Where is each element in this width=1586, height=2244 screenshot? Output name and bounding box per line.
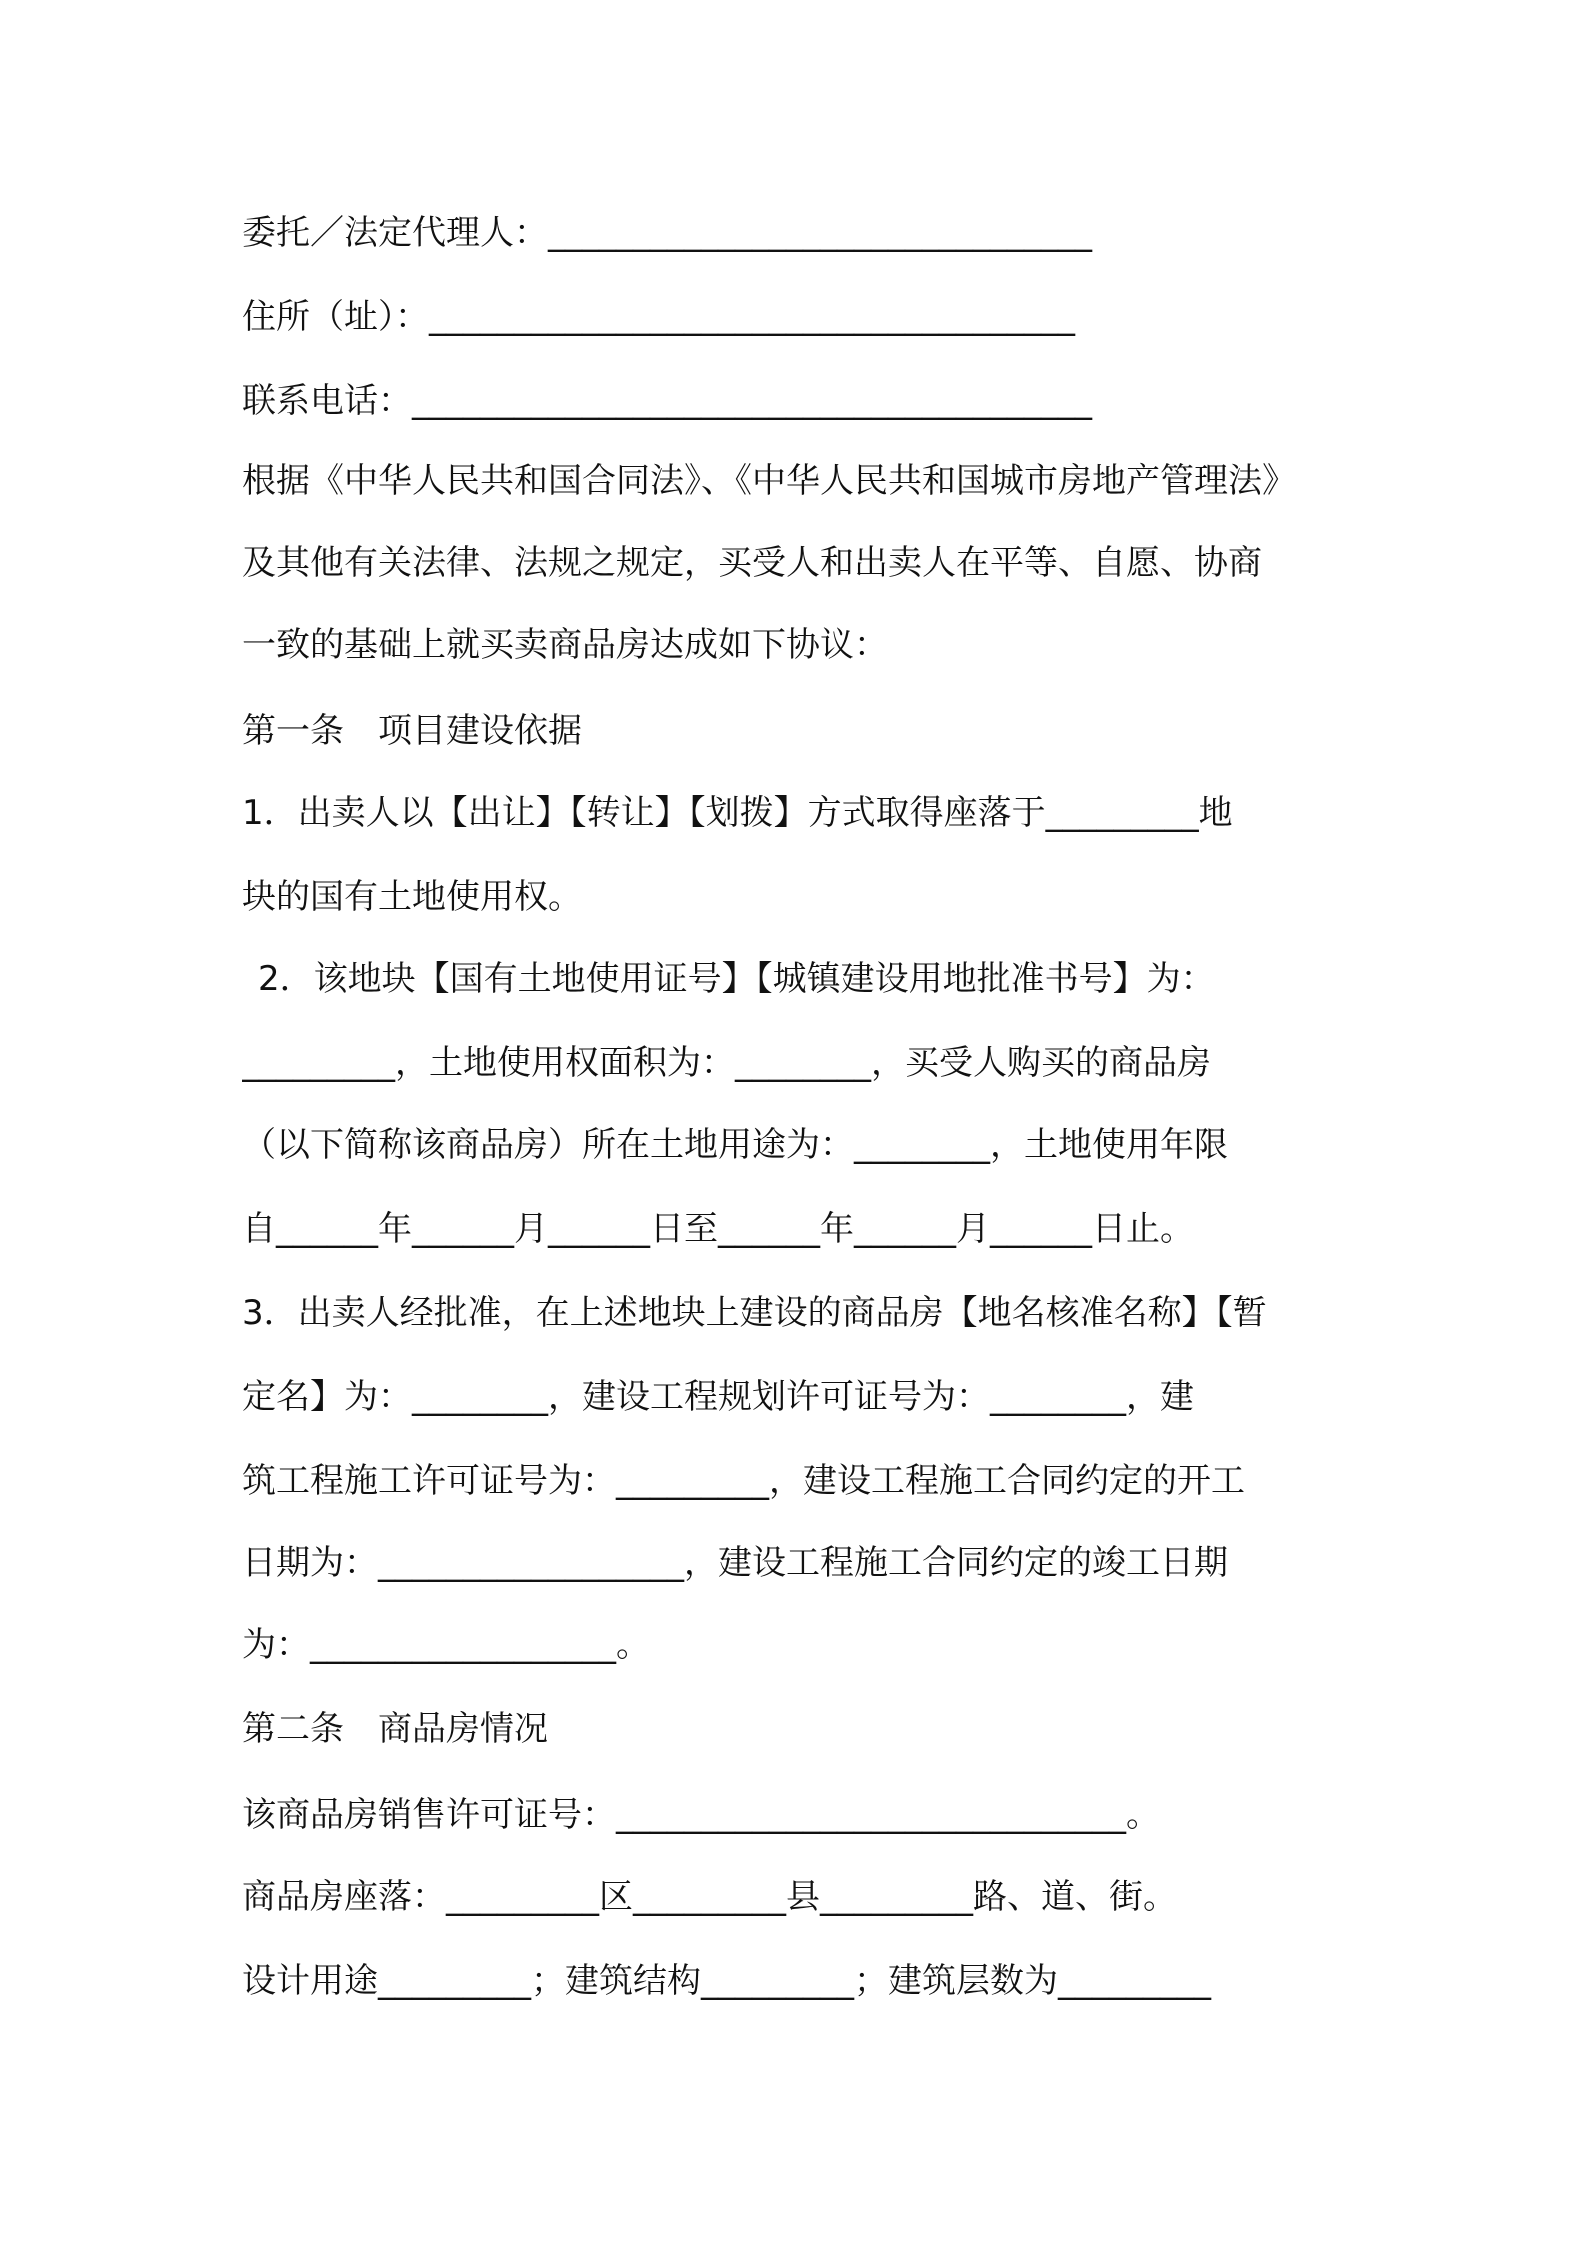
- text-line-1-2c: （以下简称该商品房）所在土地用途为：________，土地使用年限: [242, 1125, 1228, 1165]
- text-line-1-3c: 筑工程施工许可证号为：_________，建设工程施工合同约定的开工: [242, 1461, 1245, 1501]
- text-line-1-1b: 块的国有土地使用权。: [242, 877, 582, 917]
- text-line-2-license: 该商品房销售许可证号：______________________________。: [242, 1795, 1160, 1835]
- text-line-agent: 委托／法定代理人：________________________________: [242, 213, 1092, 253]
- text-line-1-3e: 为：__________________。: [242, 1625, 650, 1665]
- text-line-phone: 联系电话：________________________________________: [242, 381, 1092, 421]
- article-1-heading: 第一条 项目建设依据: [242, 711, 582, 751]
- text-line-1-2b: _________，土地使用权面积为：________，买受人购买的商品房: [242, 1043, 1211, 1083]
- text-line-1-3d: 日期为：__________________，建设工程施工合同约定的竣工日期: [242, 1543, 1228, 1583]
- text-line-2-design: 设计用途_________；建筑结构_________；建筑层数为_________: [242, 1961, 1211, 2001]
- text-line-2-location: 商品房座落：_________区_________县_________路、道、街。: [242, 1877, 1177, 1917]
- text-line-1-2d: 自______年______月______日至______年______月______日止。: [242, 1209, 1194, 1249]
- text-line-1-3b: 定名】为：________，建设工程规划许可证号为：________，建: [242, 1377, 1194, 1417]
- text-line-1-1a: 1．出卖人以【出让】【转让】【划拨】方式取得座落于_________地: [242, 793, 1233, 833]
- text-line-basis-1: 根据《中华人民共和国合同法》、《中华人民共和国城市房地产管理法》: [242, 461, 1296, 501]
- text-line-1-3a: 3．出卖人经批准，在上述地块上建设的商品房【地名核准名称】【暂: [242, 1293, 1267, 1333]
- text-line-address: 住所（址）：______________________________________: [242, 297, 1075, 337]
- article-2-heading: 第二条 商品房情况: [242, 1709, 548, 1749]
- text-line-basis-2: 及其他有关法律、法规之规定，买受人和出卖人在平等、自愿、协商: [242, 543, 1262, 583]
- text-line-basis-3: 一致的基础上就买卖商品房达成如下协议：: [242, 625, 888, 665]
- text-line-1-2a: 2．该地块【国有土地使用证号】【城镇建设用地批准书号】为：: [258, 959, 1215, 999]
